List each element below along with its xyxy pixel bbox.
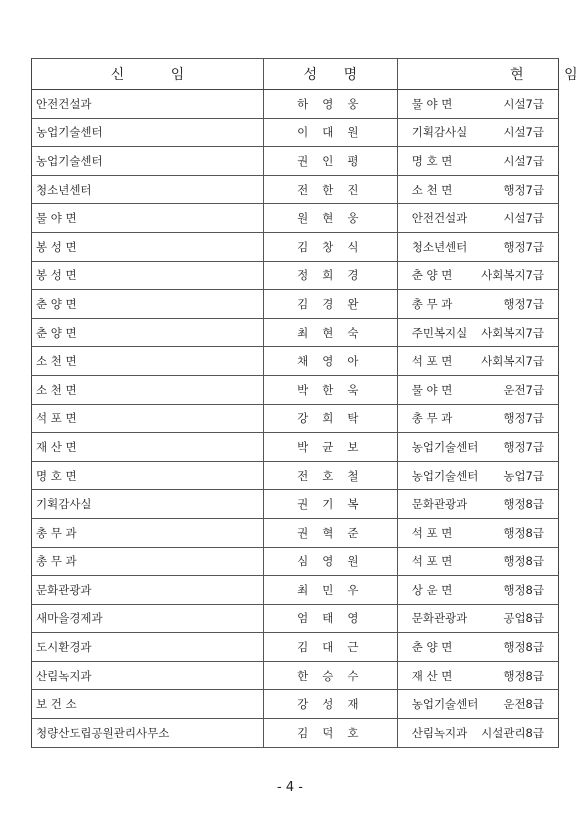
- table-row: [32, 347, 559, 376]
- table-row: [32, 661, 559, 690]
- new-post-cell: 명 호 면: [32, 461, 264, 490]
- name-cell: 엄 태 영: [264, 604, 398, 633]
- table-row: [32, 404, 559, 433]
- new-post-cell: 총 무 과: [32, 547, 264, 576]
- current-post-cell: 총 무 과: [397, 290, 478, 319]
- name-cell: 정 희 경: [264, 261, 398, 290]
- grade-cell: 운전7급: [478, 375, 559, 404]
- table-body: [32, 90, 559, 748]
- current-post-cell: 재 산 면: [397, 661, 478, 690]
- new-post-cell: 농업기술센터: [32, 147, 264, 176]
- current-post-cell: 문화관광과: [397, 490, 478, 519]
- new-post-cell: 소 천 면: [32, 347, 264, 376]
- table-row: [32, 433, 559, 462]
- current-post-cell: 안전건설과: [397, 204, 478, 233]
- grade-cell: 행정8급: [478, 490, 559, 519]
- name-cell: 한 승 수: [264, 661, 398, 690]
- grade-cell: 공업8급: [478, 604, 559, 633]
- current-post-cell: 석 포 면: [397, 518, 478, 547]
- new-post-cell: 소 천 면: [32, 375, 264, 404]
- name-cell: 하 영 웅: [264, 90, 398, 119]
- table-header: [32, 59, 578, 90]
- page-number: - 4 -: [277, 780, 303, 795]
- grade-cell: 행정7급: [478, 433, 559, 462]
- name-cell: 원 현 웅: [264, 204, 398, 233]
- current-post-cell: 기획감사실: [397, 118, 478, 147]
- name-cell: 김 덕 호: [264, 719, 398, 748]
- new-post-cell: 물 야 면: [32, 204, 264, 233]
- new-post-cell: 새마을경제과: [32, 604, 264, 633]
- current-post-cell: 농업기술센터: [397, 690, 478, 719]
- new-post-cell: 재 산 면: [32, 433, 264, 462]
- current-post-cell: 청소년센터: [397, 232, 478, 261]
- grade-cell: 행정8급: [478, 633, 559, 662]
- current-post-cell: 명 호 면: [397, 147, 478, 176]
- new-post-cell: 보 건 소: [32, 690, 264, 719]
- name-cell: 이 대 원: [264, 118, 398, 147]
- table-row: [32, 175, 559, 204]
- current-post-cell: 춘 양 면: [397, 261, 478, 290]
- name-cell: 전 한 진: [264, 175, 398, 204]
- current-post-cell: 산림녹지과: [397, 719, 478, 748]
- name-cell: 김 창 식: [264, 232, 398, 261]
- grade-cell: 행정8급: [478, 547, 559, 576]
- current-post-cell: 소 천 면: [397, 175, 478, 204]
- grade-cell: 행정8급: [478, 661, 559, 690]
- current-post-cell: 물 야 면: [397, 90, 478, 119]
- header-new-post: 신 임: [32, 59, 264, 90]
- table-row: [32, 547, 559, 576]
- grade-cell: 시설7급: [478, 147, 559, 176]
- new-post-cell: 춘 양 면: [32, 318, 264, 347]
- new-post-cell: 안전건설과: [32, 90, 264, 119]
- table-row: [32, 490, 559, 519]
- name-cell: 심 영 원: [264, 547, 398, 576]
- table-row: [32, 375, 559, 404]
- table-row: [32, 290, 559, 319]
- name-cell: 권 기 복: [264, 490, 398, 519]
- new-post-cell: 총 무 과: [32, 518, 264, 547]
- new-post-cell: 기획감사실: [32, 490, 264, 519]
- new-post-cell: 청량산도립공원관리사무소: [32, 719, 264, 748]
- name-cell: 김 경 완: [264, 290, 398, 319]
- header-row: [32, 59, 559, 90]
- new-post-cell: 문화관광과: [32, 576, 264, 605]
- current-post-cell: 주민복지실: [397, 318, 478, 347]
- table-row: [32, 518, 559, 547]
- name-cell: 강 성 재: [264, 690, 398, 719]
- current-post-cell: 상 운 면: [397, 576, 478, 605]
- personnel-table: [31, 58, 578, 748]
- personnel-roster-page: [31, 58, 578, 748]
- current-post-cell: 농업기술센터: [397, 461, 478, 490]
- table-row: [32, 633, 559, 662]
- name-cell: 권 혁 준: [264, 518, 398, 547]
- table-row: [32, 719, 559, 748]
- grade-cell: 행정7급: [478, 175, 559, 204]
- table-row: [32, 118, 559, 147]
- grade-cell: 사회복지7급: [478, 261, 559, 290]
- header-current-post: 현 임: [397, 59, 558, 90]
- name-cell: 채 영 아: [264, 347, 398, 376]
- name-cell: 권 인 평: [264, 147, 398, 176]
- table-row: [32, 604, 559, 633]
- name-cell: 박 한 욱: [264, 375, 398, 404]
- current-post-cell: 물 야 면: [397, 375, 478, 404]
- table-row: [32, 461, 559, 490]
- grade-cell: 시설7급: [478, 90, 559, 119]
- table-row: [32, 318, 559, 347]
- table-row: [32, 147, 559, 176]
- new-post-cell: 산림녹지과: [32, 661, 264, 690]
- grade-cell: 시설7급: [478, 118, 559, 147]
- grade-cell: 행정8급: [478, 576, 559, 605]
- name-cell: 강 희 탁: [264, 404, 398, 433]
- grade-cell: 행정8급: [478, 518, 559, 547]
- current-post-cell: 문화관광과: [397, 604, 478, 633]
- header-name: 성 명: [264, 59, 398, 90]
- current-post-cell: 춘 양 면: [397, 633, 478, 662]
- new-post-cell: 도시환경과: [32, 633, 264, 662]
- grade-cell: 운전8급: [478, 690, 559, 719]
- table-row: [32, 90, 559, 119]
- table-row: [32, 232, 559, 261]
- new-post-cell: 청소년센터: [32, 175, 264, 204]
- grade-cell: 사회복지7급: [478, 347, 559, 376]
- new-post-cell: 석 포 면: [32, 404, 264, 433]
- current-post-cell: 석 포 면: [397, 347, 478, 376]
- new-post-cell: 봉 성 면: [32, 232, 264, 261]
- table-row: [32, 204, 559, 233]
- table-row: [32, 690, 559, 719]
- name-cell: 최 현 숙: [264, 318, 398, 347]
- name-cell: 전 호 철: [264, 461, 398, 490]
- grade-cell: 사회복지7급: [478, 318, 559, 347]
- current-post-cell: 총 무 과: [397, 404, 478, 433]
- grade-cell: 시설관리8급: [478, 719, 559, 748]
- grade-cell: 시설7급: [478, 204, 559, 233]
- grade-cell: 행정7급: [478, 290, 559, 319]
- table-row: [32, 261, 559, 290]
- grade-cell: 행정7급: [478, 232, 559, 261]
- new-post-cell: 춘 양 면: [32, 290, 264, 319]
- grade-cell: 농업7급: [478, 461, 559, 490]
- name-cell: 김 대 근: [264, 633, 398, 662]
- name-cell: 박 균 보: [264, 433, 398, 462]
- current-post-cell: 농업기술센터: [397, 433, 478, 462]
- new-post-cell: 농업기술센터: [32, 118, 264, 147]
- name-cell: 최 민 우: [264, 576, 398, 605]
- grade-cell: 행정7급: [478, 404, 559, 433]
- new-post-cell: 봉 성 면: [32, 261, 264, 290]
- table-row: [32, 576, 559, 605]
- current-post-cell: 석 포 면: [397, 547, 478, 576]
